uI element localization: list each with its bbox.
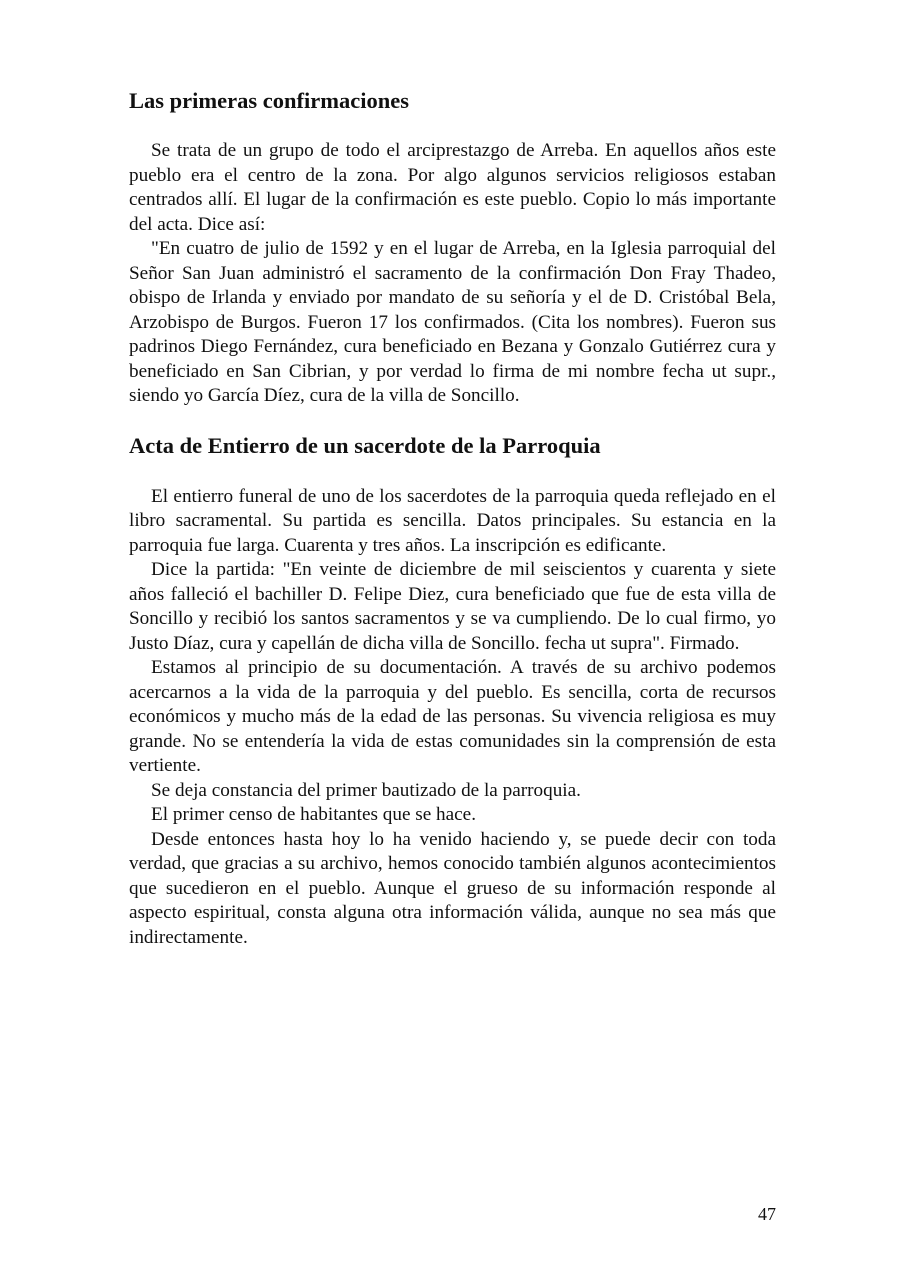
section-heading-primeras-confirmaciones: Las primeras confirmaciones [129, 88, 409, 113]
body-paragraph: "En cuatro de julio de 1592 y en el lugar de Arreba, en la Iglesia parroquial del Señor San Juan administró el sacramento de la confirmación Don Fray Thadeo, obispo de Irlanda y enviado por mandato de su señoría y el de D. Cristóbal Bela, Arzobispo de Burgos. Fueron 17 los confirmados. (Cita los nombres). Fueron sus padrinos Diego Fernández, cura beneficiado en Bezana y Gonzalo Gutiérrez cura y beneficiado en San Cibrian, y por verdad lo firma de mi nombre fecha ut supr., siendo yo García Díez, cura de la villa de Soncillo. [129, 238, 776, 406]
body-paragraph: Desde entonces hasta hoy lo ha venido haciendo y, se puede decir con toda verdad, que gracias a su archivo, hemos conocido también algunos acontecimientos que sucedieron en el pueblo. Aunque el grueso de su información responde al aspecto espiritual, consta alguna otra información válida, aunque no sea más que indirectamente. [129, 828, 776, 948]
body-paragraph: Se deja constancia del primer bautizado de la parroquia. [151, 779, 581, 801]
section-heading-acta-de-entierro: Acta de Entierro de un sacerdote de la Parroquia [129, 432, 601, 458]
body-paragraph: Dice la partida: "En veinte de diciembre de mil seiscientos y cuarenta y siete años falleció el bachiller D. Felipe Diez, cura beneficiado que fue de esta villa de Soncillo y recibió los santos sacramentos y se va cumpliendo. De lo cual firmo, yo Justo Díaz, cura y capellán de dicha villa de Soncillo. fecha ut supra". Firmado. [129, 559, 776, 654]
body-paragraph: El entierro funeral de uno de los sacerdotes de la parroquia queda reflejado en el libro sacramental. Su partida es sencilla. Datos principales. Su estancia en la parroquia fue larga. Cuarenta y tres años. La inscripción es edificante. [129, 485, 776, 556]
body-paragraph: El primer censo de habitantes que se hace. [151, 804, 476, 825]
page-content [129, 86, 776, 950]
page-number: 47 [758, 1204, 776, 1224]
body-paragraph: Se trata de un grupo de todo el arciprestazgo de Arreba. En aquellos años este pueblo era el centro de la zona. Por algo algunos servicios religiosos estaban centrados allí. El lugar de la confirmación es este pueblo. Copio lo más importante del acta. Dice así: [129, 140, 776, 235]
body-paragraph: Estamos al principio de su documentación. A través de su archivo podemos acercarnos a la vida de la parroquia y del pueblo. Es sencilla, corta de recursos económicos y mucho más de la edad de las personas. Su vivencia religiosa es muy grande. No se entendería la vida de estas comunidades sin la comprensión de esta vertiente. [129, 657, 776, 776]
